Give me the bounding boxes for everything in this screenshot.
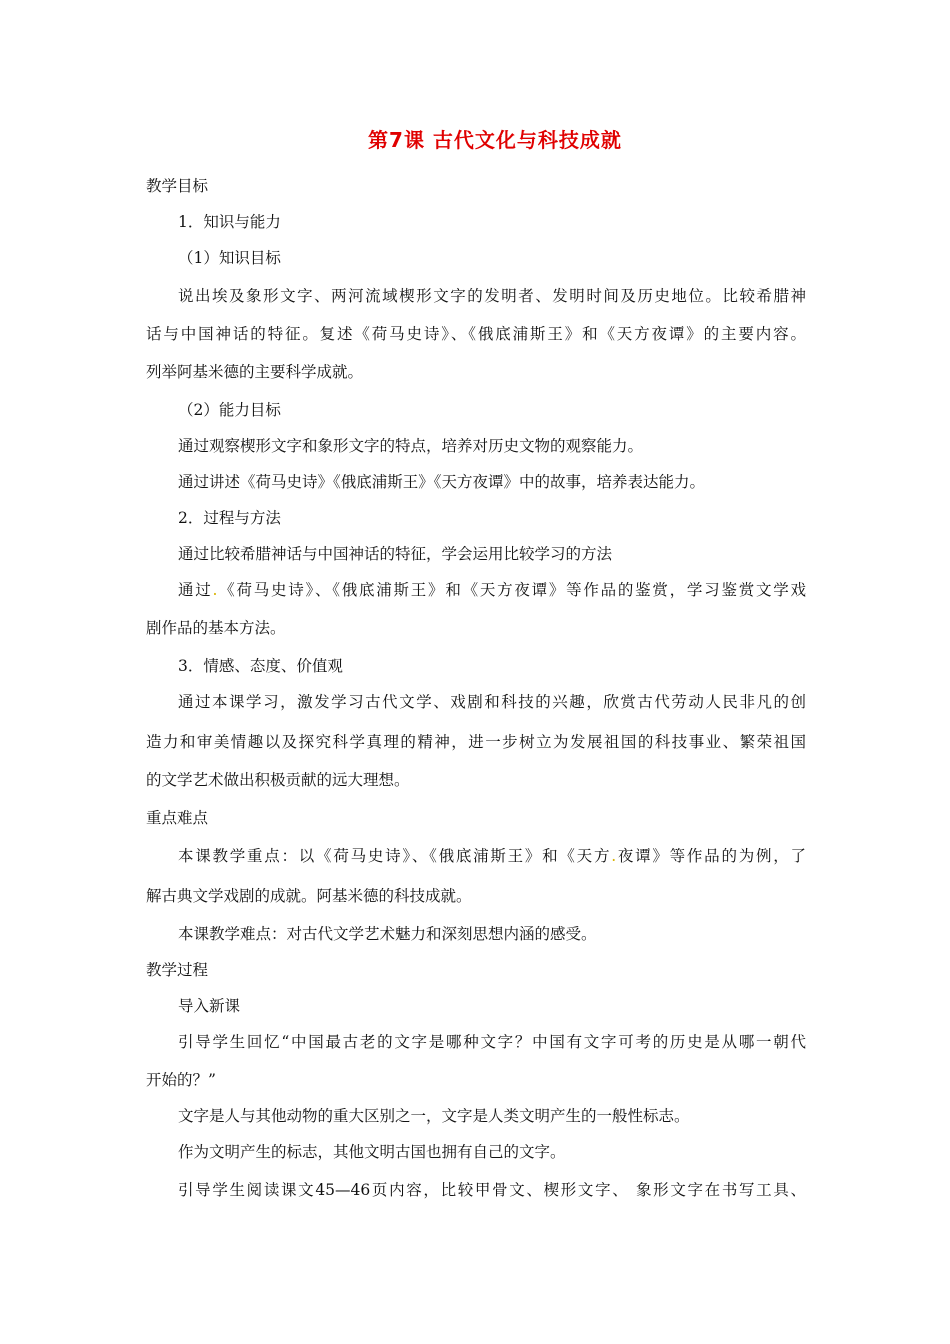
heading-teaching-process: 教学过程 xyxy=(146,961,209,979)
paragraph-line: 开始的？” xyxy=(146,1071,216,1089)
subsection-knowledge-goal: （1）知识目标 xyxy=(178,249,281,267)
paragraph-line xyxy=(178,580,806,600)
text-segment: 通过 xyxy=(178,581,213,599)
section-emotion-values: 3．情感、态度、价值观 xyxy=(178,657,343,675)
paragraph-line xyxy=(178,846,806,866)
paragraph-line: 作为文明产生的标志，其他文明古国也拥有自己的文字。 xyxy=(178,1143,566,1161)
highlight-mark: . xyxy=(212,581,218,599)
paragraph-line: 剧作品的基本方法。 xyxy=(146,619,286,637)
paragraph-line: 说出埃及象形文字、两河流域楔形文字的发明者、发明时间及历史地位。比较希腊神 xyxy=(178,287,806,305)
paragraph-line: 通过观察楔形文字和象形文字的特点，培养对历史文物的观察能力。 xyxy=(178,437,644,455)
paragraph-line: 列举阿基米德的主要科学成就。 xyxy=(146,363,364,381)
text-segment: 本课教学重点：以《荷马史诗》、《俄底浦斯王》和《天方 xyxy=(178,847,612,865)
paragraph-line: 通过讲述《荷马史诗》《俄底浦斯王》《天方夜谭》中的故事，培养表达能力。 xyxy=(178,473,706,491)
text-segment: 《荷马史诗》、《俄底浦斯王》和《天方夜谭》等作品的鉴赏，学习鉴赏文学戏 xyxy=(217,581,806,599)
paragraph-line: 文字是人与其他动物的重大区别之一，文字是人类文明产生的一般性标志。 xyxy=(178,1107,690,1125)
section-knowledge-ability: 1．知识与能力 xyxy=(178,213,281,231)
heading-key-points: 重点难点 xyxy=(146,809,209,827)
paragraph-line: 造力和审美情趣以及探究科学真理的精神，进一步树立为发展祖国的科技事业、繁荣祖国 xyxy=(146,733,806,751)
text-segment: 夜谭》等作品的为例，了 xyxy=(616,847,806,865)
paragraph-line: 引导学生阅读课文45—46页内容，比较甲骨文、楔形文字、 象形文字在书写工具、 xyxy=(178,1181,806,1199)
section-process-method: 2．过程与方法 xyxy=(178,509,281,527)
paragraph-line: 通过比较希腊神话与中国神话的特征，学会运用比较学习的方法 xyxy=(178,545,613,563)
paragraph-line: 本课教学难点：对古代文学艺术魅力和深刻思想内涵的感受。 xyxy=(178,925,597,943)
heading-teaching-goals: 教学目标 xyxy=(146,177,209,195)
section-introduction: 导入新课 xyxy=(178,997,241,1015)
paragraph-line: 通过本课学习，激发学习古代文学、戏剧和科技的兴趣，欣赏古代劳动人民非凡的创 xyxy=(178,693,806,711)
subsection-ability-goal: （2）能力目标 xyxy=(178,401,281,419)
paragraph-line: 话与中国神话的特征。复述《荷马史诗》、《俄底浦斯王》和《天方夜谭》的主要内容。 xyxy=(146,325,806,343)
highlight-mark: . xyxy=(611,847,617,865)
paragraph-line: 引导学生回忆“中国最古老的文字是哪种文字？中国有文字可考的历史是从哪一朝代 xyxy=(178,1033,806,1051)
paragraph-line: 的文学艺术做出积极贡献的远大理想。 xyxy=(146,771,410,789)
paragraph-line: 解古典文学戏剧的成就。阿基米德的科技成就。 xyxy=(146,887,472,905)
lesson-title: 第7课 古代文化与科技成就 xyxy=(368,128,622,152)
